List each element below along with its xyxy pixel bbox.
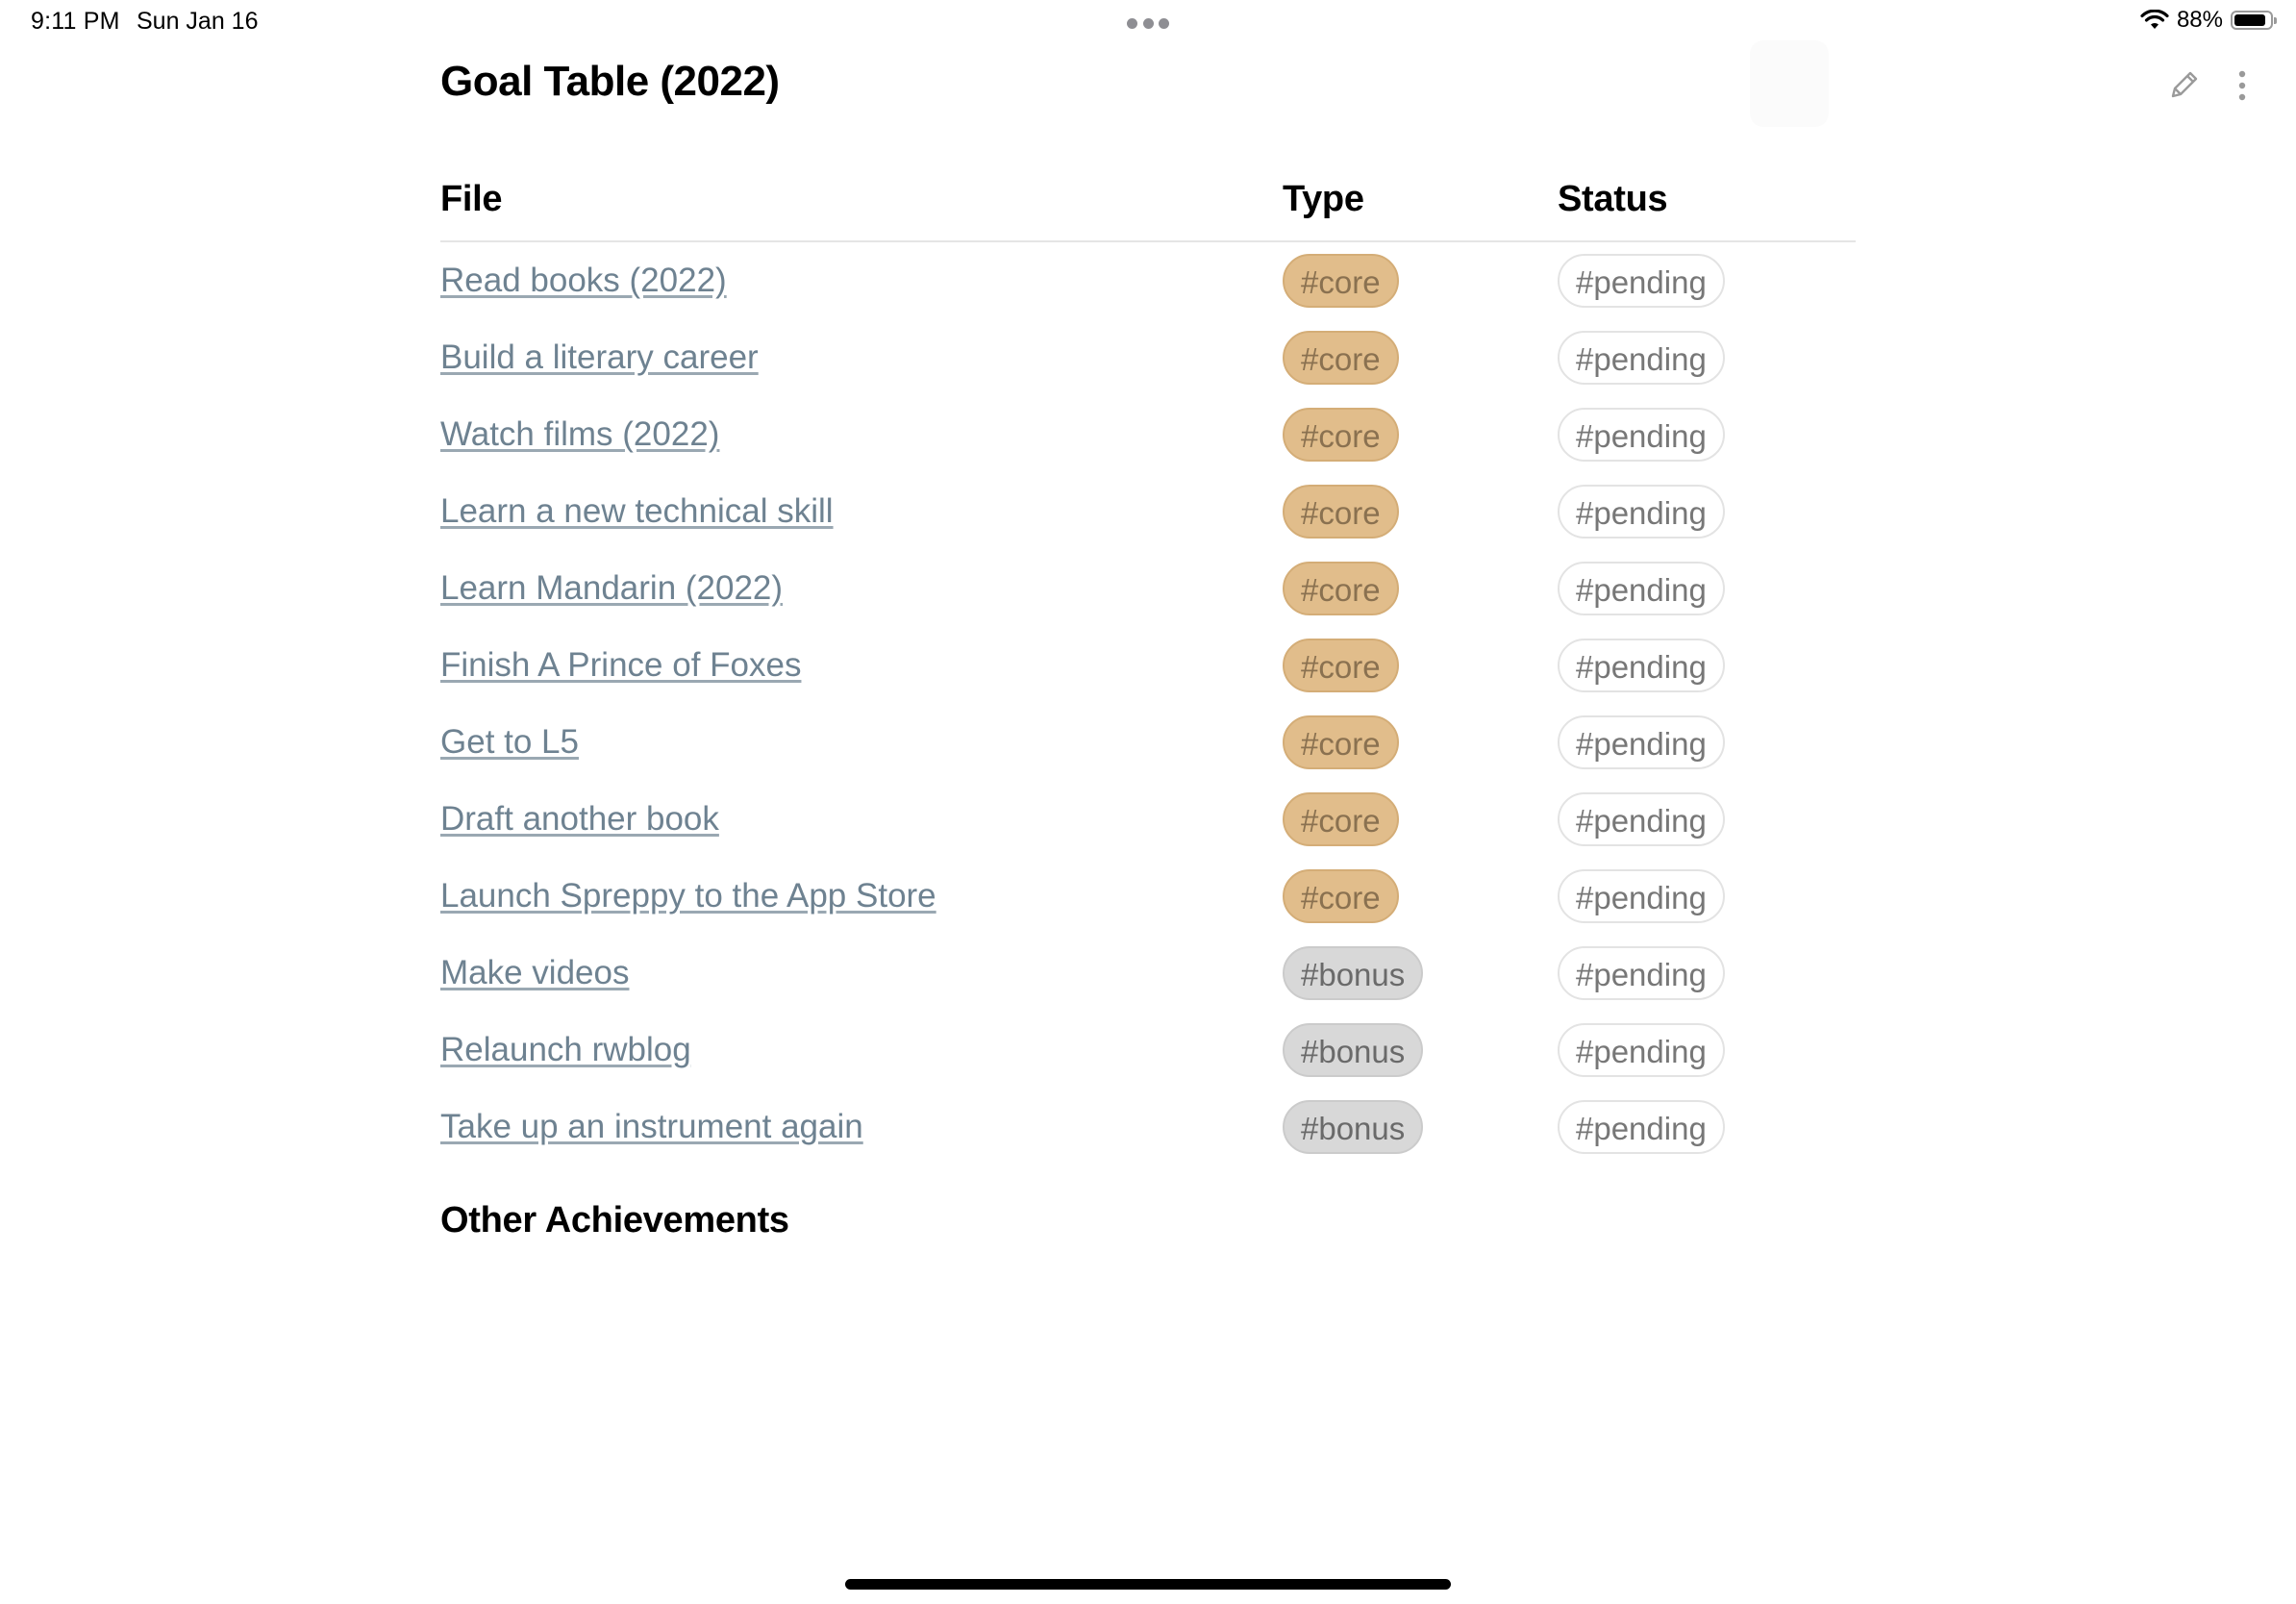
file-link[interactable]: Read books (2022) <box>440 262 727 299</box>
type-tag-bonus[interactable]: #bonus <box>1283 1023 1423 1077</box>
type-tag-core[interactable]: #core <box>1283 254 1399 308</box>
status-tag-pending[interactable]: #pending <box>1558 639 1725 692</box>
table-row <box>440 1012 1856 1089</box>
cell-status <box>1558 473 1856 550</box>
type-tag-core[interactable]: #core <box>1283 792 1399 846</box>
section-heading-other-achievements: Other Achievements <box>440 1200 789 1241</box>
type-tag-core[interactable]: #core <box>1283 408 1399 462</box>
cell-status <box>1558 858 1856 935</box>
status-tag-pending[interactable]: #pending <box>1558 1100 1725 1154</box>
wifi-icon <box>2140 10 2169 31</box>
battery-percent: 88% <box>2176 7 2223 33</box>
cell-file <box>440 473 1283 550</box>
battery-level <box>2234 14 2265 26</box>
cell-file <box>440 627 1283 704</box>
cell-type <box>1283 1089 1558 1165</box>
cell-status <box>1558 627 1856 704</box>
cell-type <box>1283 550 1558 627</box>
multitasking-dots-icon[interactable] <box>1127 18 1169 30</box>
status-date: Sun Jan 16 <box>137 8 259 35</box>
cell-file <box>440 319 1283 396</box>
battery-icon <box>2231 11 2273 30</box>
type-tag-bonus[interactable]: #bonus <box>1283 946 1423 1000</box>
type-tag-bonus[interactable]: #bonus <box>1283 1100 1423 1154</box>
table-row <box>440 241 1856 319</box>
status-tag-pending[interactable]: #pending <box>1558 562 1725 615</box>
cell-file <box>440 550 1283 627</box>
status-tag-pending[interactable]: #pending <box>1558 408 1725 462</box>
more-vertical-icon[interactable] <box>2233 67 2252 104</box>
cell-file <box>440 241 1283 319</box>
dot <box>1143 18 1154 29</box>
cell-status <box>1558 935 1856 1012</box>
file-link[interactable]: Watch films (2022) <box>440 415 720 453</box>
cell-type <box>1283 781 1558 858</box>
cell-type <box>1283 1012 1558 1089</box>
table-row <box>440 550 1856 627</box>
file-link[interactable]: Learn Mandarin (2022) <box>440 569 784 607</box>
cell-type <box>1283 935 1558 1012</box>
cell-status <box>1558 1089 1856 1165</box>
table-header-row <box>440 173 1856 241</box>
cell-type <box>1283 858 1558 935</box>
dot <box>1127 18 1137 29</box>
type-tag-core[interactable]: #core <box>1283 715 1399 769</box>
goal-table <box>440 173 1856 1165</box>
type-tag-core[interactable]: #core <box>1283 869 1399 923</box>
table-row <box>440 319 1856 396</box>
status-tag-pending[interactable]: #pending <box>1558 1023 1725 1077</box>
type-tag-core[interactable]: #core <box>1283 485 1399 539</box>
home-indicator[interactable] <box>845 1579 1451 1590</box>
table-row <box>440 858 1856 935</box>
cell-status <box>1558 319 1856 396</box>
cell-file <box>440 1089 1283 1165</box>
cell-type <box>1283 396 1558 473</box>
column-header-status[interactable]: Status <box>1558 173 1856 241</box>
status-indicators <box>2140 7 2273 34</box>
cell-file <box>440 781 1283 858</box>
table-body <box>440 241 1856 1165</box>
file-link[interactable]: Launch Spreppy to the App Store <box>440 877 936 915</box>
battery-cap <box>2274 17 2277 24</box>
table-row <box>440 473 1856 550</box>
cell-status <box>1558 1012 1856 1089</box>
cell-type <box>1283 704 1558 781</box>
file-link[interactable]: Get to L5 <box>440 723 579 761</box>
cell-status <box>1558 550 1856 627</box>
status-tag-pending[interactable]: #pending <box>1558 946 1725 1000</box>
cell-status <box>1558 396 1856 473</box>
status-tag-pending[interactable]: #pending <box>1558 715 1725 769</box>
cell-type <box>1283 627 1558 704</box>
cell-file <box>440 858 1283 935</box>
table-row <box>440 704 1856 781</box>
table-row <box>440 781 1856 858</box>
type-tag-core[interactable]: #core <box>1283 331 1399 385</box>
table-row <box>440 935 1856 1012</box>
cell-file <box>440 1012 1283 1089</box>
status-tag-pending[interactable]: #pending <box>1558 331 1725 385</box>
cell-status <box>1558 241 1856 319</box>
dot <box>1159 18 1169 29</box>
column-header-file[interactable]: File <box>440 173 1283 241</box>
status-bar <box>0 0 2296 48</box>
status-tag-pending[interactable]: #pending <box>1558 792 1725 846</box>
file-link[interactable]: Make videos <box>440 954 630 991</box>
cell-type <box>1283 319 1558 396</box>
hidden-toolbar-button[interactable] <box>1750 40 1829 127</box>
cell-file <box>440 396 1283 473</box>
table-row <box>440 396 1856 473</box>
cell-status <box>1558 781 1856 858</box>
table-row <box>440 627 1856 704</box>
cell-file <box>440 704 1283 781</box>
cell-type <box>1283 473 1558 550</box>
type-tag-core[interactable]: #core <box>1283 639 1399 692</box>
page-title: Goal Table (2022) <box>440 58 780 105</box>
type-tag-core[interactable]: #core <box>1283 562 1399 615</box>
file-link[interactable]: Take up an instrument again <box>440 1108 863 1145</box>
status-tag-pending[interactable]: #pending <box>1558 254 1725 308</box>
cell-status <box>1558 704 1856 781</box>
status-tag-pending[interactable]: #pending <box>1558 485 1725 539</box>
pencil-icon[interactable] <box>2165 67 2202 104</box>
file-link[interactable]: Build a literary career <box>440 338 759 376</box>
file-link[interactable]: Draft another book <box>440 800 719 838</box>
status-tag-pending[interactable]: #pending <box>1558 869 1725 923</box>
file-link[interactable]: Learn a new technical skill <box>440 492 834 530</box>
table-row <box>440 1089 1856 1165</box>
file-link[interactable]: Relaunch rwblog <box>440 1031 691 1068</box>
file-link[interactable]: Finish A Prince of Foxes <box>440 646 802 684</box>
cell-type <box>1283 241 1558 319</box>
column-header-type[interactable]: Type <box>1283 173 1558 241</box>
cell-file <box>440 935 1283 1012</box>
status-time: 9:11 PM <box>31 8 120 35</box>
